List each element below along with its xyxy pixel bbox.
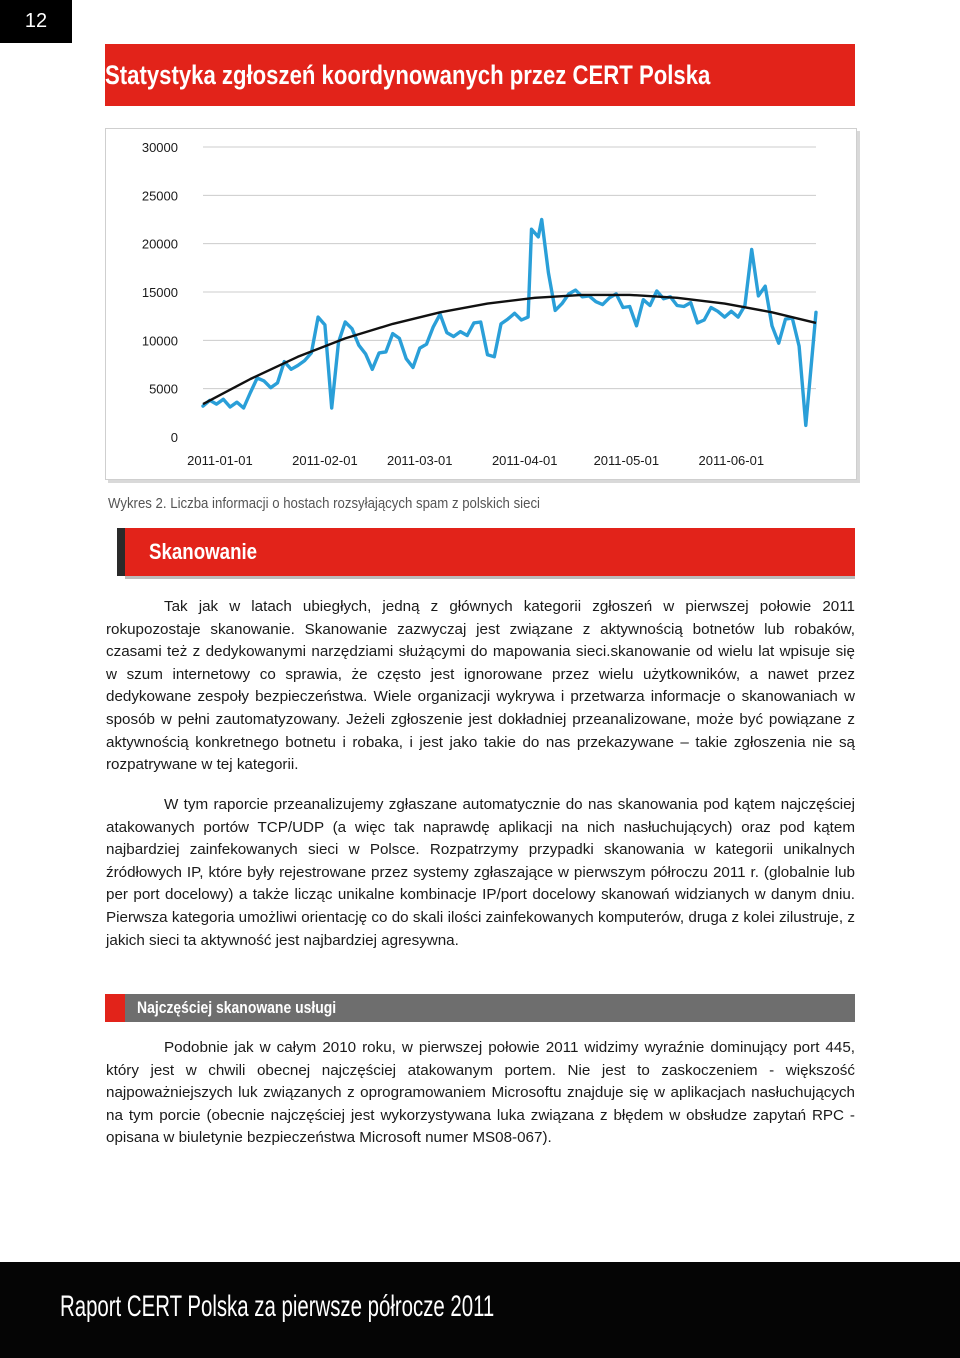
data-point	[514, 312, 516, 314]
data-point	[703, 319, 705, 321]
data-point	[690, 302, 692, 304]
data-point	[582, 296, 584, 298]
data-point	[500, 323, 502, 325]
data-point	[710, 307, 712, 309]
data-point	[595, 301, 597, 303]
data-point	[243, 407, 245, 409]
line-chart-svg	[106, 129, 856, 479]
data-point	[798, 345, 800, 347]
y-tick-label: 5000	[149, 381, 178, 397]
x-tick-label: 2011-05-01	[593, 453, 660, 468]
chart-caption: Wykres 2. Liczba informacji o hostach rozsyłających spam z polskich sieci	[108, 495, 540, 512]
x-tick-label: 2011-06-01	[698, 453, 765, 468]
data-point	[317, 316, 319, 318]
y-tick-label: 30000	[141, 140, 178, 155]
data-point	[223, 399, 225, 401]
data-point	[419, 347, 421, 349]
data-point	[460, 331, 462, 333]
data-point	[636, 325, 638, 327]
data-point	[642, 299, 644, 301]
data-point	[304, 360, 306, 362]
data-point	[507, 318, 509, 320]
data-point	[531, 228, 533, 230]
data-point	[358, 344, 360, 346]
data-point	[815, 312, 817, 314]
section-title: Skanowanie	[149, 539, 258, 564]
data-point	[290, 369, 292, 371]
data-point	[548, 272, 550, 274]
data-point	[758, 295, 760, 297]
data-point	[405, 358, 407, 360]
trend-line	[203, 295, 816, 404]
data-point	[236, 401, 238, 403]
data-point	[771, 325, 773, 327]
line-chart	[105, 128, 857, 480]
data-point	[351, 328, 353, 330]
data-point	[649, 305, 651, 307]
data-point	[378, 352, 380, 354]
data-point	[372, 369, 374, 371]
data-point	[202, 405, 204, 407]
data-point	[751, 249, 753, 251]
data-point	[229, 406, 231, 408]
data-point	[575, 289, 577, 291]
data-point	[683, 306, 685, 308]
page-number: 12	[0, 0, 72, 43]
data-point	[466, 335, 468, 337]
data-point	[676, 305, 678, 307]
data-point	[392, 333, 394, 335]
paragraph-top-ports: Podobnie jak w całym 2010 roku, w pierwszej połowie 2011 widzimy wyraźnie dominujący port 445, który jest w chwili obecnej najczęściej atakowanym portem. Nie jest to zaskoczeniem - większość najpoważniejszych luk związanych z oprogramowaniem Microsoftu znajduje się w aplikacjach nasłuchujących na tym porcie (obecnie najczęściej jest wykorzystywana luka związana z błędem w obsłudze zapytań RPC - opisana w biuletynie bezpieczeństwa Microsoft numer MS08-067).	[106, 1039, 855, 1147]
data-point	[521, 319, 523, 321]
data-point	[493, 356, 495, 358]
data-point	[537, 236, 539, 238]
data-point	[446, 332, 448, 334]
data-point	[764, 285, 766, 287]
data-point	[629, 306, 631, 308]
page-title: Statystyka zgłoszeń koordynowanych przez CERT Polska	[105, 60, 711, 90]
subsection-header-bar	[105, 994, 855, 1022]
data-point	[785, 318, 787, 320]
data-point	[277, 382, 279, 384]
data-point	[480, 321, 482, 323]
paragraph-scanning-analysis: W tym raporcie przeanalizujemy zgłaszane automatycznie do nas skanowania pod kątem najczęściej atakowanych portów TCP/UDP (a więc tak naprawdę aplikacji na nich nasłuchujących) oraz pod kątem najbardziej zainfekowanych sieci w Polsce. Rozpatrzymy przypadki skanowania w kategorii unikalnych źródłowych IP, które były rejestrowane przez systemy zgłaszające w pierwszym półroczu 2011 r. (globalnie lub per port docelowy) a także licząc unikalne kombinacje IP/port docelowy skanowań widzianych w danym dniu. Pierwsza kategoria umożliwi orientację co do skali ilości zainfekowanych komputerów, druga z kolei zilustruje, z jakich sieci ta aktywność jest najbardziej agresywna.	[106, 796, 855, 949]
data-point	[324, 324, 326, 326]
footer-bar	[0, 1262, 960, 1358]
data-point	[561, 303, 563, 305]
subsection-title: Najczęściej skanowane usługi	[137, 998, 337, 1017]
data-point	[250, 392, 252, 394]
data-point	[622, 307, 624, 309]
data-point	[656, 290, 658, 292]
y-tick-label: 25000	[141, 188, 178, 204]
section-header-bar	[105, 528, 855, 576]
data-point	[385, 351, 387, 353]
footer-title: Raport CERT Polska za pierwsze półrocze 2011	[60, 1290, 495, 1323]
x-tick-label: 2011-01-01	[187, 453, 253, 468]
data-point	[473, 322, 475, 324]
data-point	[697, 322, 699, 324]
data-point	[399, 338, 401, 340]
paragraph-scanning-intro: Tak jak w latach ubiegłych, jedną z głównych kategorii zgłoszeń w pierwszej połowie 2011 rokupozostaje skanowanie. Skanowanie zazwyczaj jest związane z aktywnością botnetów lub robaków, czasami też z dedykowanymi narzędziami służącymi do mapowania sieci.skanowanie od wielu lat wpisuje się w szum internetowy co sprawia, że często jest ignorowane przez wielu użytkowników, a nawet przez dedykowane zespoły bezpieczeństwa. Wiele organizacji wykrywa i przetwarza informacje o skanowaniach w sposób w pełni zautomatyzowany. Jeżeli zgłoszenie jest dokładniej przeanalizowane, może być powiązane z aktywnością konkretnego botnetu i robaka, i jest jako takie do nas przekazywane – takie zgłoszenia nie są rozpatrywane w tej kategorii.	[106, 598, 855, 774]
data-point	[432, 326, 434, 328]
data-point	[602, 304, 604, 306]
data-point	[487, 354, 489, 356]
data-point	[412, 367, 414, 369]
data-point	[541, 219, 543, 221]
y-tick-label: 10000	[141, 333, 178, 349]
data-point	[778, 342, 780, 344]
data-point	[297, 365, 299, 367]
x-tick-label: 2011-03-01	[386, 453, 453, 468]
data-point	[365, 353, 367, 355]
data-point	[609, 297, 611, 299]
data-point	[724, 316, 726, 318]
page-title-bar	[105, 44, 855, 106]
data-point	[805, 425, 807, 427]
data-point	[737, 316, 739, 318]
series-line	[203, 220, 816, 426]
data-point	[331, 407, 333, 409]
data-point	[731, 311, 733, 313]
data-point	[256, 377, 258, 379]
data-point	[270, 387, 272, 389]
data-point	[717, 311, 719, 313]
x-tick-label: 2011-02-01	[292, 453, 358, 468]
data-point	[263, 380, 265, 382]
x-tick-label: 2011-04-01	[491, 453, 558, 468]
data-point	[554, 310, 556, 312]
y-tick-label: 20000	[141, 236, 178, 252]
data-point	[453, 336, 455, 338]
data-point	[426, 343, 428, 345]
y-tick-label: 0	[170, 430, 178, 445]
y-tick-label: 15000	[141, 285, 178, 300]
data-point	[344, 321, 346, 323]
data-point	[527, 316, 529, 318]
data-point	[216, 403, 218, 405]
